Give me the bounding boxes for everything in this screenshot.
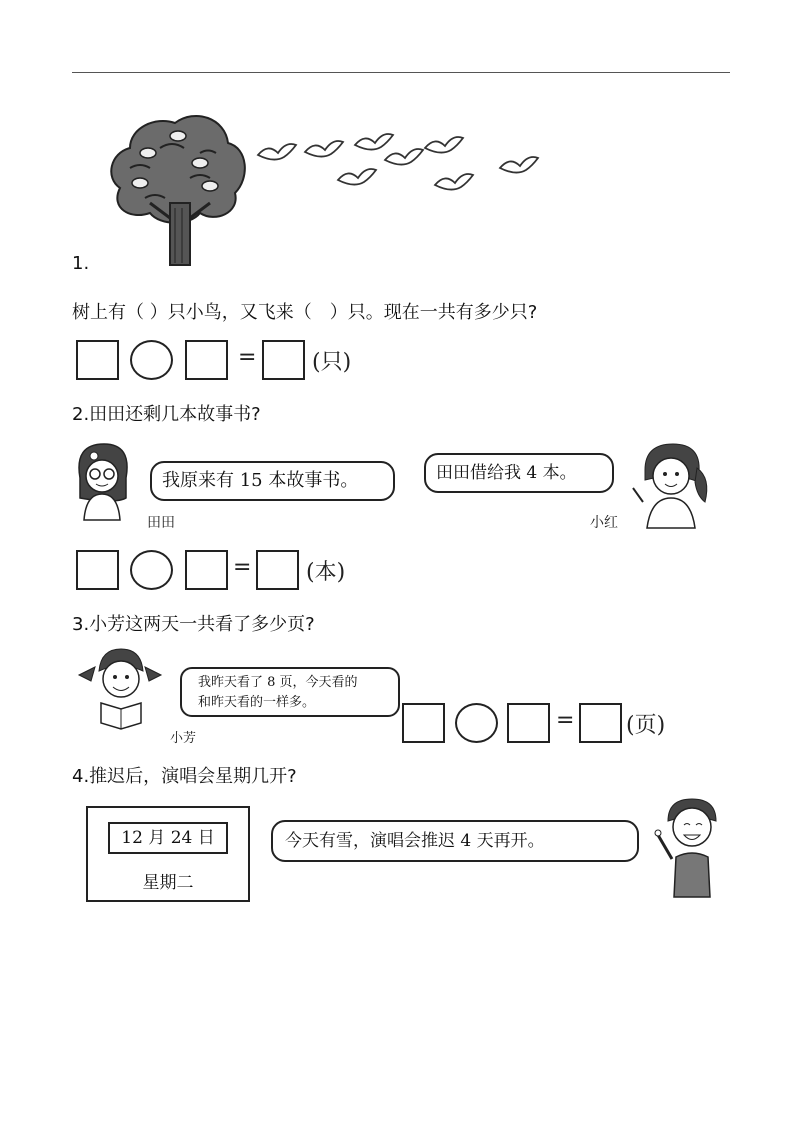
q2-answer-box-2[interactable] xyxy=(185,550,228,590)
xiaofang-girl-reading-illustration xyxy=(75,645,165,730)
q1-equals-sign: = xyxy=(238,345,257,370)
q2-unit: (本) xyxy=(306,560,346,585)
q3-equals-sign: = xyxy=(556,708,575,733)
q1-operator-circle[interactable] xyxy=(130,340,173,380)
tree-with-birds-illustration xyxy=(100,108,250,268)
xiaofang-speech-bubble xyxy=(180,667,400,717)
q3-result-box[interactable] xyxy=(579,703,622,743)
calendar-weekday: 星期二 xyxy=(142,873,194,893)
q1-answer-box-2[interactable] xyxy=(185,340,228,380)
q1-result-box[interactable] xyxy=(262,340,305,380)
question-3-title: 3.小芳这两天一共看了多少页? xyxy=(72,614,315,635)
question-4-title: 4.推迟后，演唱会星期几开? xyxy=(72,766,297,787)
boy-illustration xyxy=(650,795,720,900)
xiaofang-name-label: 小芳 xyxy=(170,731,197,746)
top-rule xyxy=(72,72,730,73)
q1-answer-box-1[interactable] xyxy=(76,340,119,380)
q1-unit: (只) xyxy=(312,350,352,375)
q3-operator-circle[interactable] xyxy=(455,703,498,743)
xiaohong-speech-bubble: 田田借给我 4 本。 xyxy=(424,453,614,493)
xiaohong-name-label: 小红 xyxy=(590,515,618,531)
tiantian-speech-bubble: 我原来有 15 本故事书。 xyxy=(150,461,395,501)
question-1-number: 1. xyxy=(72,253,90,274)
q3-answer-box-1[interactable] xyxy=(402,703,445,743)
calendar-date: 12 月 24 日 xyxy=(108,822,228,854)
q2-operator-circle[interactable] xyxy=(130,550,173,590)
question-1-text: 树上有（ ）只小鸟，又飞来（ ）只。现在一共有多少只? xyxy=(72,302,538,323)
xiaohong-girl-illustration xyxy=(625,440,715,530)
xiaofang-speech-line-1: 我昨天看了 8 页，今天看的 xyxy=(198,675,358,690)
q3-answer-box-2[interactable] xyxy=(507,703,550,743)
flying-birds-illustration xyxy=(250,130,540,205)
q2-equals-sign: = xyxy=(233,555,252,580)
calendar-card xyxy=(86,806,250,902)
q3-unit: (页) xyxy=(626,713,666,738)
q2-result-box[interactable] xyxy=(256,550,299,590)
xiaofang-speech-line-2: 和昨天看的一样多。 xyxy=(198,695,316,710)
tiantian-girl-illustration xyxy=(72,440,132,522)
tiantian-name-label: 田田 xyxy=(147,515,175,531)
q2-answer-box-1[interactable] xyxy=(76,550,119,590)
question-2-title: 2.田田还剩几本故事书? xyxy=(72,404,261,425)
boy-speech-bubble: 今天有雪，演唱会推迟 4 天再开。 xyxy=(271,820,639,862)
